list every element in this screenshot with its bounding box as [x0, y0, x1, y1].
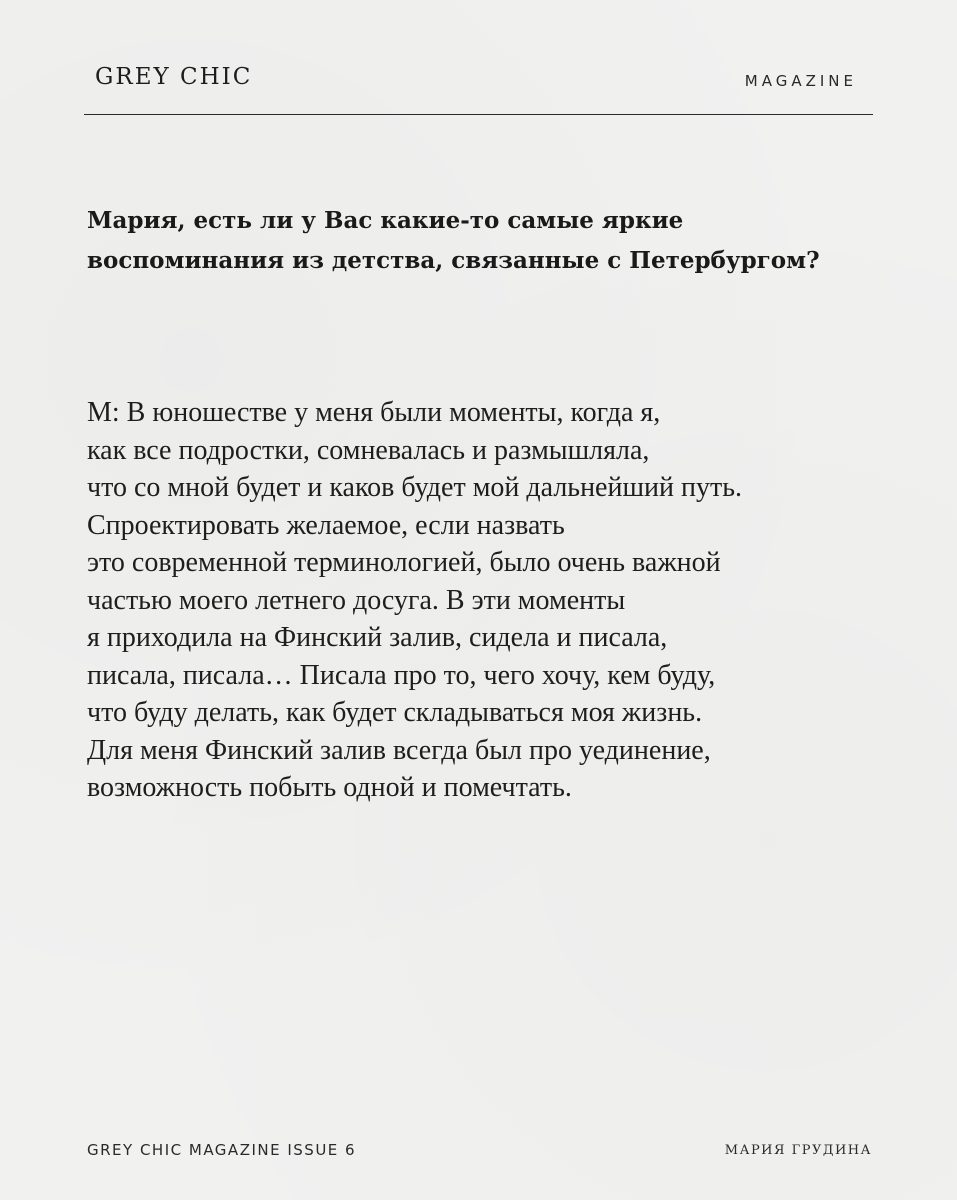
answer-line: писала, писала… Писала про то, чего хочу, кем буду, [87, 659, 716, 691]
interview-question [87, 201, 877, 281]
answer-line: я приходила на Финский залив, сидела и писала, [87, 622, 668, 653]
header-divider [84, 114, 873, 115]
section-label: MAGAZINE [744, 72, 857, 90]
answer-line: частью моего летнего досуга. В эти моменты [87, 584, 626, 616]
issue-label: GREY CHIC MAGAZINE ISSUE 6 [87, 1141, 357, 1159]
interview-answer [87, 394, 887, 807]
author-name: МАРИЯ ГРУДИНА [724, 1143, 872, 1158]
answer-line: что буду делать, как будет складываться моя жизнь. [87, 697, 703, 728]
answer-line: это современной терминологией, было очень важной [87, 547, 721, 578]
answer-line: возможность побыть одной и помечтать. [87, 772, 572, 803]
answer-line: М: В юношестве у меня были моменты, когда я, [87, 397, 661, 428]
answer-line: что со мной будет и каков будет мой дальнейший путь. [87, 472, 742, 503]
question-line: воспоминания из детства, связанные с Петербургом? [87, 247, 820, 274]
brand-logo-text: GREY CHIC [95, 64, 253, 90]
answer-line: Для меня Финский залив всегда был про уединение, [87, 734, 711, 766]
answer-line: Спроектировать желаемое, если назвать [87, 509, 565, 541]
answer-line: как все подростки, сомневалась и размышляла, [87, 434, 650, 466]
question-line: Мария, есть ли у Вас какие-то самые яркие [87, 207, 684, 234]
